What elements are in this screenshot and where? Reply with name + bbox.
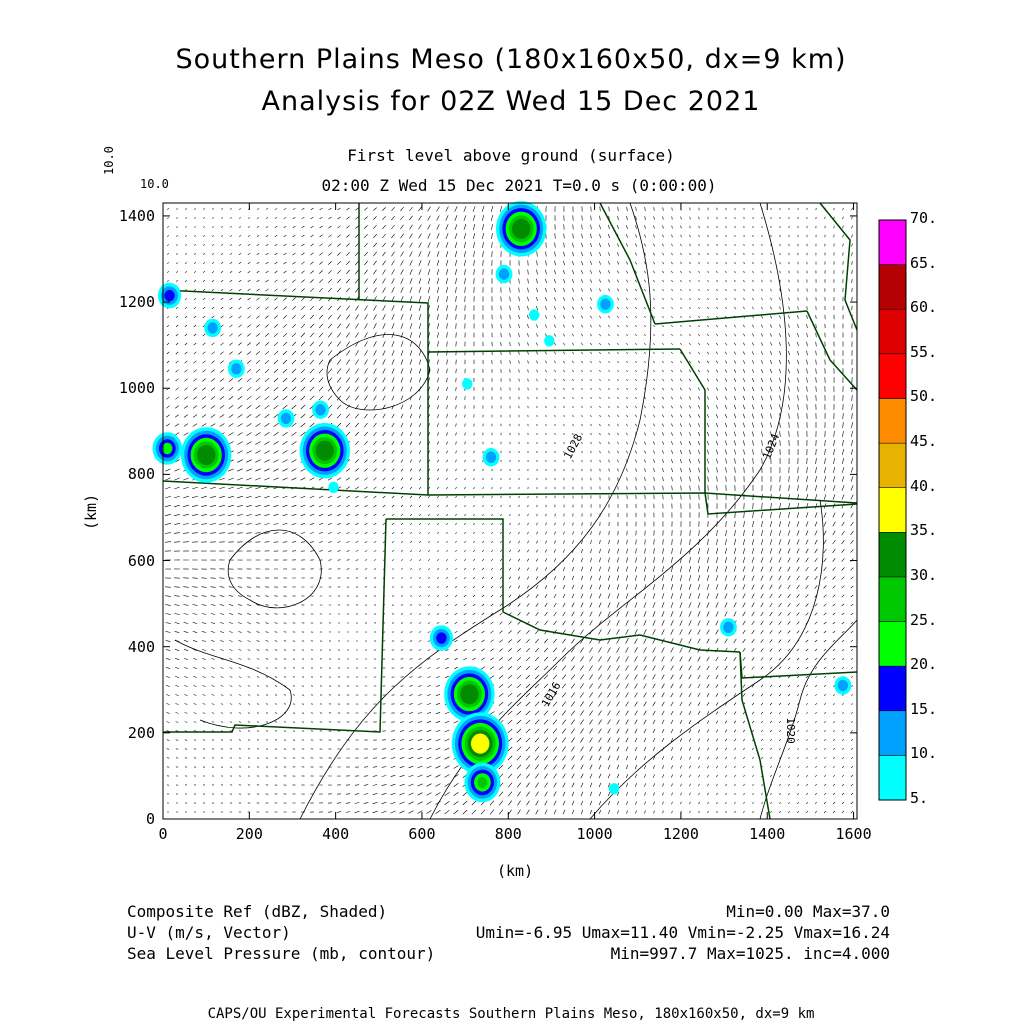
colorbar-swatch: [879, 577, 906, 622]
state-border: [820, 203, 857, 330]
x-tick-label: 1600: [835, 825, 872, 843]
y-tick-label: 200: [127, 723, 155, 742]
slp-contour: [327, 335, 430, 410]
x-tick-label: 0: [158, 825, 168, 843]
echo-cell: [231, 363, 241, 374]
x-tick-label: 800: [494, 825, 522, 843]
state-border: [428, 349, 680, 352]
slp-contour: [760, 620, 857, 819]
echo-cell: [486, 452, 496, 463]
x-tick-label: 200: [235, 825, 263, 843]
x-tick-label: 600: [408, 825, 436, 843]
legend-wind-stats: Umin=-6.95 Umax=11.40 Vmin=-2.25 Vmax=16.24: [475, 923, 890, 942]
colorbar: [879, 220, 906, 800]
y-tick-label: 0: [145, 810, 155, 828]
legend-wind-name: U-V (m/s, Vector): [127, 923, 291, 942]
colorbar-label: 25.: [910, 610, 938, 629]
colorbar-label: 20.: [910, 655, 938, 674]
echo-cell: [164, 290, 174, 301]
colorbar-label: 10.: [910, 744, 938, 763]
state-border: [680, 349, 705, 493]
colorbar-label: 15.: [910, 699, 938, 718]
x-tick-label: 1000: [576, 825, 613, 843]
colorbar-label: 35.: [910, 521, 938, 540]
y-tick-label: 1400: [118, 206, 155, 225]
echo-cell: [838, 680, 848, 691]
echo-cell: [600, 299, 610, 310]
echo-cell: [315, 404, 325, 415]
echo-cell: [436, 632, 446, 643]
colorbar-label: 60.: [910, 298, 938, 317]
y-tick-label: 1000: [118, 379, 155, 398]
x-axis-label: (km): [497, 862, 534, 880]
echo-cell: [328, 482, 338, 493]
legend-ref-name: Composite Ref (dBZ, Shaded): [127, 902, 388, 921]
echo-cell: [462, 378, 472, 389]
x-tick-label: 1200: [662, 825, 699, 843]
state-border: [807, 311, 857, 390]
echo-cell: [544, 335, 554, 346]
echo-cell: [460, 684, 478, 704]
colorbar-swatch: [879, 220, 906, 265]
contour-label-1024: 1024: [760, 431, 783, 462]
contour-label-1020: 1020: [783, 717, 797, 744]
echo-cell: [471, 734, 489, 754]
colorbar-swatch: [879, 443, 906, 488]
contour-label-1016: 1016: [538, 679, 564, 710]
colorbar-label: 50.: [910, 387, 938, 406]
subtitle-level: First level above ground (surface): [347, 146, 675, 165]
subtitle-time: 02:00 Z Wed 15 Dec 2021 T=0.0 s (0:00:00): [321, 176, 717, 195]
colorbar-swatch: [879, 354, 906, 399]
x-tick-label: 400: [322, 825, 350, 843]
echo-cell: [609, 783, 619, 794]
echo-cell: [197, 445, 215, 465]
echo-cell: [512, 219, 530, 239]
y-tick-label: 600: [127, 551, 155, 570]
echo-cell: [529, 309, 539, 320]
slp-contour: [175, 640, 291, 728]
colorbar-label: 55.: [910, 342, 938, 361]
colorbar-swatch: [879, 309, 906, 354]
y-tick-label: 400: [127, 637, 155, 656]
state-borders: [163, 203, 857, 819]
colorbar-label: 65.: [910, 253, 938, 272]
legend-slp-stats: Min=997.7 Max=1025. inc=4.000: [610, 944, 890, 963]
colorbar-swatch: [879, 265, 906, 310]
colorbar-label: 40.: [910, 476, 938, 495]
echo-cell: [207, 322, 217, 333]
y-axis-label: (km): [82, 493, 100, 530]
colorbar-swatch: [879, 666, 906, 711]
colorbar-swatch: [879, 532, 906, 577]
legend-ref-stats: Min=0.00 Max=37.0: [726, 902, 890, 921]
state-border: [740, 652, 857, 678]
vector-reference-vertical: 10.0: [102, 146, 116, 175]
colorbar-label: 30.: [910, 565, 938, 584]
echo-cell: [281, 413, 291, 424]
colorbar-label: 45.: [910, 432, 938, 451]
colorbar-swatch: [879, 711, 906, 756]
colorbar-label: 5.: [910, 789, 929, 807]
state-border: [386, 519, 503, 612]
map-title-line1: Southern Plains Meso (180x160x50, dx=9 km): [175, 44, 847, 75]
echo-cell: [162, 443, 172, 454]
state-border: [503, 612, 740, 652]
footer-credit: CAPS/OU Experimental Forecasts Southern Plains Meso, 180x160x50, dx=9 km: [207, 1006, 815, 1022]
echo-cell: [499, 268, 509, 279]
y-tick-label: 800: [127, 465, 155, 484]
colorbar-swatch: [879, 622, 906, 667]
echo-cell: [477, 777, 487, 788]
legend-slp-name: Sea Level Pressure (mb, contour): [127, 944, 436, 963]
colorbar-swatch: [879, 488, 906, 533]
y-tick-label: 1200: [118, 293, 155, 312]
colorbar-swatch: [879, 755, 906, 800]
echo-cell: [723, 622, 733, 633]
vector-reference-label: 10.0: [140, 177, 169, 191]
echo-cell: [316, 441, 334, 461]
map-title-line2: Analysis for 02Z Wed 15 Dec 2021: [261, 86, 761, 117]
contour-label-1028: 1028: [561, 431, 586, 462]
colorbar-swatch: [879, 399, 906, 444]
x-tick-label: 1400: [749, 825, 786, 843]
colorbar-label: 70.: [910, 209, 938, 227]
